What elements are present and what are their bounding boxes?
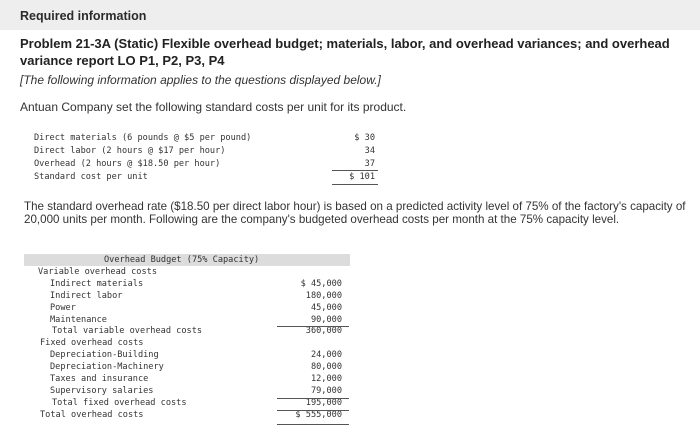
variable-header-row [24,266,350,278]
budget-title-bar [24,254,350,266]
budget-row [24,349,350,361]
cost-label: Direct materials (6 pounds @ $5 per pound) [34,133,252,143]
total-overhead-label: Total overhead costs [40,409,144,420]
budget-item-value: 90,000 [310,314,342,325]
fixed-header-row [24,337,350,349]
total-underline [332,184,378,185]
budget-row [24,278,350,290]
total-variable-label: Total variable overhead costs [52,326,203,337]
budget-row [24,290,350,302]
budget-row [24,373,350,385]
budget-item-label: Taxes and insurance [50,374,149,385]
budget-item-label: Depreciation-Machinery [50,362,164,373]
grand-total-double-underline [277,424,349,425]
variable-subtotal-underline [277,326,349,327]
budget-item-label: Supervisory salaries [50,385,154,396]
cost-row-direct-materials [34,132,379,145]
budget-item-value: 180,000 [305,290,342,301]
cost-label: Direct labor (2 hours @ $17 per hour) [34,146,226,156]
cost-row-direct-labor [34,145,379,158]
fixed-header: Fixed overhead costs [40,338,144,349]
budget-item-label: Indirect labor [50,290,123,301]
budget-item-label: Power [50,302,76,313]
total-variable-value: 360,000 [305,326,342,337]
standard-costs-table [34,132,379,184]
cost-label: Overhead (2 hours @ $18.50 per hour) [34,159,221,169]
total-fixed-label: Total fixed overhead costs [52,397,187,408]
fixed-subtotal-underline [277,398,349,399]
cost-label: Standard cost per unit [34,172,148,182]
total-fixed-value: 195,000 [305,397,342,408]
budget-item-label: Indirect materials [50,278,144,289]
cost-value: 34 [364,146,375,156]
total-overhead-value: $ 555,000 [295,409,342,420]
budget-row [24,385,350,397]
cost-value: $ 101 [349,172,375,182]
budget-row [24,302,350,314]
budget-row [24,314,350,326]
intro-text: Antuan Company set the following standard costs per unit for its product. [20,100,407,114]
instruction-note: [The following information applies to the questions displayed below.] [20,73,381,87]
cost-row-standard-cost [34,171,379,184]
budget-total-row [24,325,350,337]
budget-item-value: 45,000 [310,302,342,313]
cost-value: 37 [364,159,375,169]
budget-item-label: Depreciation-Building [50,350,159,361]
cost-row-overhead [34,158,379,171]
problem-title: Problem 21-3A (Static) Flexible overhead budget; materials, labor, and overhead variances; and overhead variance report LO P1, P2, P3, P4 [20,36,670,68]
budget-item-value: 80,000 [310,362,342,373]
budget-title: Overhead Budget (75% Capacity) [104,255,260,265]
total-underline [277,410,349,411]
budget-item-value: 79,000 [310,385,342,396]
required-info-heading: Required information [20,9,147,23]
overhead-budget-table [24,254,350,421]
budget-row [24,361,350,373]
subtotal-underline [332,170,378,171]
variable-header: Variable overhead costs [38,267,157,277]
budget-item-label: Maintenance [50,314,107,325]
budget-item-value: $ 45,000 [300,278,342,289]
overhead-rate-paragraph: The standard overhead rate ($18.50 per direct labor hour) is based on a predicted activity level of 75% of the factory's capacity of 20,000 units per month. Following are the company's budgeted overhead costs per month at the 75% capacity level. [24,200,686,226]
cost-value: $ 30 [354,133,375,143]
budget-item-value: 12,000 [310,374,342,385]
budget-item-value: 24,000 [310,350,342,361]
